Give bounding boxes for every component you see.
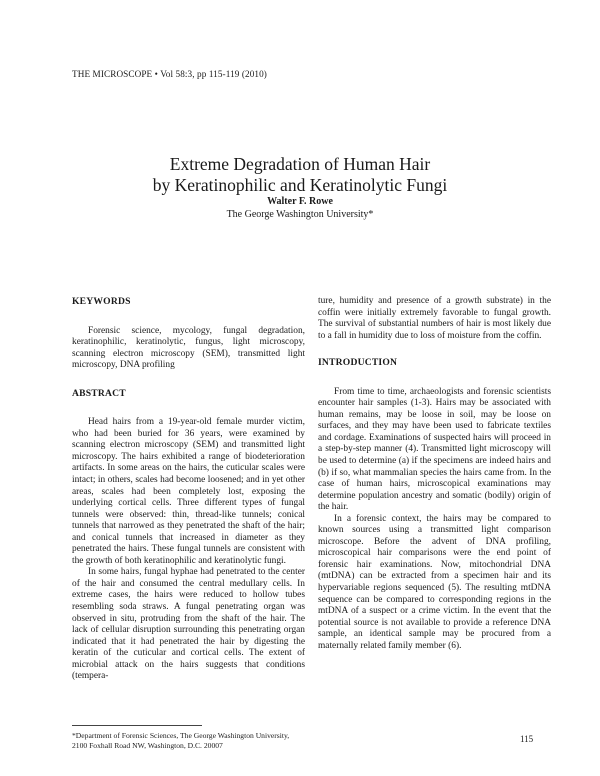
introduction-paragraph-2: In a forensic context, the hairs may be compared to known sources using a transmitted light comparison microscope. Before the advent of DNA profiling, microscopical hair comparisons were the end point of forensic hair examinations. Now, mitochondrial DNA (mtDNA) can be extracted from a specimen hair and its hypervariable regions sequenced (5). The resulting mtDNA sequence can be compared to corresponding regions in the mtDNA of a suspect or a crime victim. In the event that the potential source is not available to provide a reference DNA sample, an identical sample may be procured from a maternally related family member (6). xyxy=(318,513,551,651)
left-column xyxy=(72,296,305,683)
running-head: THE MICROSCOPE • Vol 58:3, pp 115-119 (2010) xyxy=(72,69,267,79)
footnote-rule xyxy=(72,725,202,726)
title-line-2: by Keratinophilic and Keratinolytic Fungi xyxy=(152,175,448,195)
author: Walter F. Rowe xyxy=(267,196,333,207)
footnote xyxy=(72,731,372,751)
introduction-heading: INTRODUCTION xyxy=(318,357,398,369)
abstract-heading: ABSTRACT xyxy=(72,387,126,399)
abstract-continuation: ture, humidity and presence of a growth substrate) in the coffin were initially extremely favorable to fungal growth. The survival of substantial numbers of hair is most likely due to a fall in humidity due to loss of moisture from the coffin. xyxy=(318,296,551,341)
title-line-1: Extreme Degradation of Human Hair xyxy=(169,154,431,174)
footnote-line-1: *Department of Forensic Sciences, The George Washington University, xyxy=(72,731,290,740)
abstract-paragraph-1: Head hairs from a 19-year-old female murder victim, who had been buried for 36 years, were examined by scanning electron microscopy (SEM) and transmitted light microscopy. The hairs exhibited a range of biodeterioration artifacts. In some areas on the hairs, the cuticular scales were intact; in others, scales had become loosened; and in yet other areas, scales had been completely lost, exposing the underlying cortical cells. Three different types of fungal tunnels were observed: thin, thread-like tunnels; conical tunnels that narrowed as they penetrated the shaft of the hair; and conical tunnels that increased in diameter as they penetrated the hairs. These fungal tunnels are consistent with the growth of both keratinophilic and keratinolytic fungi. xyxy=(72,417,305,566)
footnote-line-2: 2100 Foxhall Road NW, Washington, D.C. 20007 xyxy=(72,741,223,750)
abstract-paragraph-2: In some hairs, fungal hyphae had penetrated to the center of the hair and consumed the central medullary cells. In extreme cases, the hairs were reduced to hollow tubes resembling soda straws. A fungal penetrating organ was observed in situ, protruding from the shaft of the hair. The lack of cellular disruption surrounding this penetrating organ indicated that it had penetrated the hair by digesting the keratin of the cuticular and cortical cells. The extent of microbial attack on the hairs suggests that conditions (tempera- xyxy=(72,567,305,682)
keywords-text: Forensic science, mycology, fungal degradation, keratinophilic, keratinolytic, fungus, light microscopy, scanning electron microscopy (SEM), transmitted light microscopy, DNA profiling xyxy=(72,325,305,371)
right-column xyxy=(318,296,551,652)
affiliation: The George Washington University* xyxy=(226,209,374,220)
introduction-paragraph-1: From time to time, archaeologists and forensic scientists encounter hair samples (1-3). Hairs may be associated with human remains, may be loose in soil, may be loose on surfaces, and they may have been used to fabricate textiles and cordage. Examinations of suspected hairs will proceed in a step-by-step manner (4). Transmitted light microscopy will be used to determine (a) if the specimens are indeed hairs and (b) if so, what mammalian species the hairs came from. In the case of human hairs, microscopical examinations may determine population ancestry and somatic (bodily) origin of the hair. xyxy=(318,386,551,513)
page-number: 115 xyxy=(520,734,534,744)
keywords-heading: KEYWORDS xyxy=(72,296,131,307)
